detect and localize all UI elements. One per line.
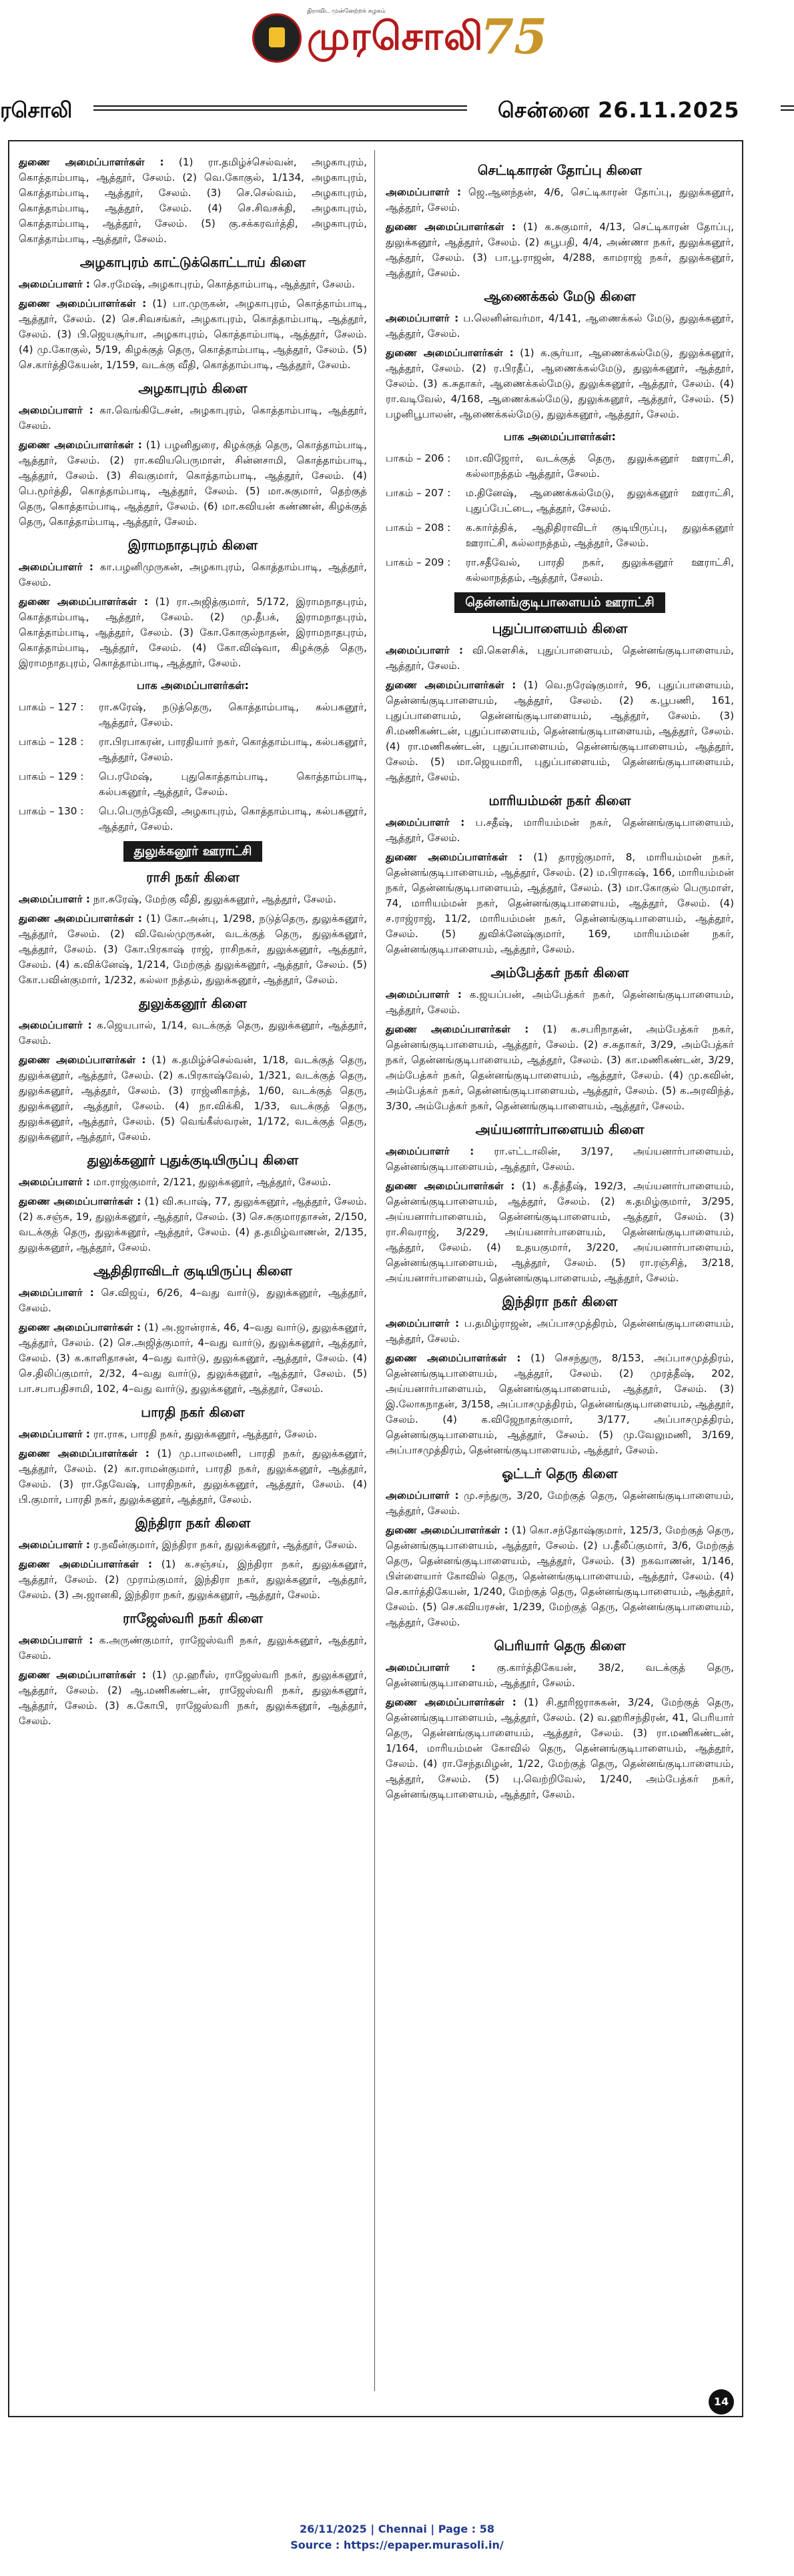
organiser-paragraph bbox=[19, 1285, 367, 1316]
booth-number: பாகம் – 128 : bbox=[19, 736, 84, 748]
role-label: அமைப்பாளர் : bbox=[386, 312, 459, 324]
branch-heading: புதுப்பாளையம் கிளை bbox=[492, 620, 628, 636]
member-list: மு.சந்துரு, 3/20, மேற்குத் தெரு, தென்னங்குடிபாளையம், ஆத்தூர், சேலம். bbox=[386, 1489, 734, 1517]
member-list: (1) பா.முருகன், அழகாபுரம், கொத்தாம்பாடி, ஆத்தூர், சேலம். (2) செ.சிவசங்கர், அழகாபுரம், கொத்தாம்பாடி, ஆத்தூர், சேலம். (3) பி.ஜெயசூர்யா, அழகாபுரம், கொத்தாம்பாடி, ஆத்தூர், சேலம். (4) மு.கோகுல், 5/19, கிழக்குத் தெரு, கொத்தாம்பாடி, ஆத்தூர், சேலம். (5) செ.கார்த்திகேயன், 1/159, வடக்கு வீதி, கொத்தாம்பாடி, ஆத்தூர், சேலம். bbox=[19, 297, 367, 371]
organiser-paragraph bbox=[386, 1144, 734, 1175]
organiser-paragraph bbox=[386, 1022, 734, 1114]
role-label: துணை அமைப்பாளர்கள் : bbox=[19, 1669, 146, 1681]
member-list: ஜெ.ஆனந்தன், 4/6, செட்டிகாரன் தோப்பு, துலுக்கனூர், ஆத்தூர், சேலம். bbox=[386, 186, 734, 213]
organiser-paragraph bbox=[386, 1351, 734, 1458]
organiser-paragraph bbox=[19, 1018, 367, 1049]
role-label: அமைப்பாளர் : bbox=[19, 1287, 94, 1299]
member-list: (1) ரா.தமிழ்ச்செல்வன், அழகாபுரம், கொத்தாம்பாடி, ஆத்தூர், சேலம். (2) வெ.கோகுல், 1/134, அழகாபுரம், கொத்தாம்பாடி, ஆத்தூர், சேலம். (3) செ.செல்வம், அழகாபுரம், கொத்தாம்பாடி, ஆத்தூர், சேலம். (4) செ.சிவசக்தி, அழகாபுரம், கொத்தாம்பாடி, ஆத்தூர், சேலம். (5) கு.சக்கரவர்த்தி, அழகாபுரம், கொத்தாம்பாடி, ஆத்தூர், சேலம். bbox=[19, 156, 368, 245]
branch-heading: மாரியம்மன் நகர் கிளை bbox=[488, 792, 631, 808]
member-list: நா.சுரேஷ், மேற்கு வீதி, துலுக்கனூர், ஆத்தூர், சேலம். bbox=[90, 893, 337, 905]
member-list: (1) மு.பாலமணி, பாரதி நகர், துலுக்கனூர், ஆத்தூர், சேலம். (2) கா.ராமன்குமார், பாரதி நகர், துலுக்கனூர், ஆத்தூர், சேலம். (3) ரா.தேவேஷ், பாரதிநகர், துலுக்கனூர், ஆத்தூர், சேலம். (4) பி.குமார், பாரதி நகர், துலுக்கனூர், ஆத்தூர், சேலம். bbox=[19, 1447, 367, 1505]
masthead-tagline: திராவிட முன்னேற்றக் கழகம் bbox=[307, 8, 386, 15]
member-list: (1) க.சுகுமார், 4/13, செட்டிகாரன் தோப்பு, துலுக்கனூர், ஆத்தூர், சேலம். (2) சுபூபதி, 4/4, அண்ணா நகர், துலுக்கனூர், ஆத்தூர், சேலம். (3) பா.பூ.ராஜன், 4/288, காமராஜ் நகர், துலுக்கனூர், ஆத்தூர், சேலம். bbox=[386, 221, 734, 279]
role-label: அமைப்பாளர் : bbox=[386, 816, 465, 828]
masthead bbox=[0, 0, 794, 73]
branch-heading: அழகாபுரம் கிளை bbox=[138, 380, 248, 396]
branch-heading: அய்யனார்பாளையம் கிளை bbox=[475, 1121, 645, 1137]
member-list: (1) தாரஜ்குமார், 8, மாரியம்மன் நகர், தென்னங்குடிபாளையம், ஆத்தூர், சேலம். (2) ம.பிராகஷ், 166, மாரியம்மன் நகர், தென்னங்குடிபாளையம், ஆத்தூர், சேலம். (3) மா.கோகுல் பெருமாள், 74, மாரியம்மன் நகர், தென்னங்குடிபாளையம், ஆத்தூர், சேலம். (4) ச.ராஜ்ராஜ், 11/2, மாரியம்மன் நகர், தென்னங்குடிபாளையம், ஆத்தூர், சேலம். (5) துவிக்னேஷ்குமார், 169, மாரியம்மன் நகர், தென்னங்குடிபாளையம், ஆத்தூர், சேலம். bbox=[386, 851, 734, 955]
organiser-paragraph bbox=[386, 219, 734, 281]
footer-source-link[interactable]: Source : https://epaper.murasoli.in/ bbox=[290, 2539, 504, 2551]
role-label: அமைப்பாளர் : bbox=[19, 893, 91, 905]
booth-organiser: ரா.சதீவேல், பாரதி நகர், துலுக்கனூர் ஊராட்சி, கல்லாநத்தம், ஆத்தூர், சேலம். bbox=[466, 556, 734, 584]
booth-organiser: ம.தினேஷ், ஆணைக்கல்மேடு, துலுக்கனூர் ஊராட்சி, புதுப்பேட்டை, ஆத்தூர், சேலம். bbox=[466, 487, 734, 514]
role-label: அமைப்பாளர் : bbox=[19, 561, 93, 573]
role-label: துணை அமைப்பாளர்கள் : bbox=[386, 1180, 515, 1192]
member-list: க.ஜயப்பன், அம்பேத்கர் நகர், தென்னங்குடிபாளையம், ஆத்தூர், சேலம். bbox=[386, 989, 735, 1016]
organiser-paragraph bbox=[386, 346, 734, 422]
organiser-paragraph bbox=[19, 1446, 367, 1507]
newspaper-logo[interactable] bbox=[240, 8, 554, 65]
booth-number: பாகம் – 208 : bbox=[386, 522, 451, 534]
branch-heading: அம்பேத்கர் நகர் கிளை bbox=[490, 964, 629, 981]
booth-entry bbox=[386, 520, 734, 551]
branch-heading: ஓட்டர் தெரு கிளை bbox=[502, 1465, 618, 1481]
organiser-paragraph bbox=[386, 1523, 734, 1630]
booth-entry bbox=[19, 700, 367, 730]
member-list: ப.லெனின்வர்மா, 4/141, ஆணைக்கல் மேடு, துலுக்கனூர், ஆத்தூர், சேலம். bbox=[386, 312, 735, 340]
member-list: (1) க.சஞ்சய், இந்திரா நகர், துலுக்கனூர், ஆத்தூர், சேலம். (2) முராம்குமார், இந்திரா நகர், துலுக்கனூர், ஆத்தூர், சேலம். (3) அ.ஜானகி, இந்திரா நகர், துலுக்கனூர், ஆத்தூர், சேலம். bbox=[19, 1558, 367, 1601]
organiser-paragraph bbox=[19, 1537, 367, 1553]
member-list: ர.நவீன்குமார், இந்திரா நகர், துலுக்கனூர், ஆத்தூர், சேலம். bbox=[90, 1539, 358, 1551]
member-list: கு.கார்த்திகேயன், 38/2, வடக்குத் தெரு, தென்னங்குடிபாளையம், ஆத்தூர், சேலம். bbox=[386, 1662, 734, 1689]
branch-heading: ஆதிதிராவிடர் குடியிருப்பு கிளை bbox=[93, 1263, 292, 1279]
column-divider bbox=[374, 150, 375, 2391]
role-label: அமைப்பாளர் : bbox=[19, 1019, 92, 1031]
organiser-paragraph bbox=[386, 987, 734, 1018]
role-label: துணை அமைப்பாளர்கள் : bbox=[386, 1524, 508, 1536]
booth-number: பாகம் – 209 : bbox=[386, 556, 451, 568]
role-label: அமைப்பாளர் : bbox=[19, 404, 93, 416]
member-list: (1) சி.தூரிஜராசுகன், 3/24, மேற்குத் தெரு, தென்னங்குடிபாளையம், ஆத்தூர், சேலம். (2) வ.ஹரிசந்திரன், 41, பெரியார் தெரு, தென்னங்குடிபாளையம், ஆத்தூர், சேலம். (3) ரா.மணிகண்டன், 1/164, மாரியம்மன் கோவில் தெரு, தென்னங்குடிபாளையம், ஆத்தூர், சேலம். (4) ரா.சேந்தமிழன், 1/22, மேற்குத் தெரு, தென்னங்குடிபாளையம், ஆத்தூர், சேலம். (5) பு.வெற்றிவேல், 1/240, அம்பேத்கர் நகர், தென்னங்குடிபாளையம், ஆத்தூர், சேலம். bbox=[386, 1696, 734, 1800]
member-list: (1) கொ.சந்தோஷ்குமார், 125/3, மேற்குத் தெரு, தென்னங்குடிபாளையம், ஆத்தூர், சேலம். (2) ப.தீலீப்குமார், 3/6, மேற்குத் தெரு, தென்னங்குடிபாளையம், ஆத்தூர், சேலம். (3) நகவாணன், 1/146, பிள்ளையார் கோவில் தெரு, தென்னங்குடிபாளையம், ஆத்தூர், சேலம். (4) செ.கார்த்திகேயன், 1/240, மேற்குத் தெரு, தென்னங்குடிபாளையம், ஆத்தூர், சேலம். (5) செ.கவியரசன், 1/239, மேற்குத் தெரு, தென்னங்குடிபாளையம், ஆத்தூர், சேலம். bbox=[386, 1524, 734, 1628]
organiser-paragraph bbox=[19, 438, 367, 530]
member-list: வி.கௌசிக், புதுப்பாளையம், தென்னங்குடிபாளையம், ஆத்தூர், சேலம். bbox=[386, 644, 734, 672]
role-label: அமைப்பாளர் : bbox=[386, 186, 462, 198]
organiser-paragraph bbox=[386, 815, 734, 846]
booth-entry bbox=[19, 734, 367, 765]
member-list: செ.ரமேஷ், அழகாபுரம், கொத்தாம்பாடி, ஆத்தூர், சேலம். bbox=[90, 278, 356, 290]
footer-date-line: 26/11/2025 | Chennai | Page : 58 bbox=[300, 2523, 494, 2535]
role-label: அமைப்பாளர் : bbox=[386, 1145, 474, 1157]
organiser-paragraph bbox=[19, 1633, 367, 1664]
branch-heading: ஆணைக்கல் மேடு கிளை bbox=[484, 288, 636, 304]
organiser-paragraph bbox=[386, 678, 734, 785]
member-list: (1) அ.ஜான்ராக், 46, 4–வது வார்டு, துலுக்கனூர், ஆத்தூர், சேலம். (2) செ.அஜித்குமார், 4–வது வார்டு, துலுக்கனூர், ஆத்தூர், சேலம். (3) க.காளிதாசன், 4–வது வார்டு, துலுக்கனூர், ஆத்தூர், சேலம். (4) செ.திலிப்குமார், 2/32, 4–வது வார்டு, துலுக்கனூர், ஆத்தூர், சேலம். (5) பா.சபாபதிசாமி, 102, 4–வது வார்டு, துலுக்கனூர், ஆத்தூர், சேலம். bbox=[19, 1321, 367, 1395]
organiser-paragraph bbox=[19, 911, 367, 988]
role-label: அமைப்பாளர் : bbox=[386, 1489, 459, 1501]
member-list: கா.வெங்கிடேசன், அழகாபுரம், கொத்தாம்பாடி, ஆத்தூர், சேலம். bbox=[19, 404, 367, 432]
role-label: அமைப்பாளர் : bbox=[386, 644, 464, 656]
organiser-paragraph bbox=[386, 1488, 734, 1519]
rule-divider bbox=[781, 105, 794, 111]
role-label: துணை அமைப்பாளர்கள் : bbox=[386, 1352, 521, 1364]
page-number-badge: 14 bbox=[709, 2389, 734, 2415]
booth-number: பாகம் – 130 : bbox=[19, 805, 84, 817]
branch-heading: இந்திரா நகர் கிளை bbox=[135, 1515, 251, 1531]
role-label: துணை அமைப்பாளர்கள் : bbox=[19, 156, 164, 168]
organiser-paragraph bbox=[19, 403, 367, 434]
organiser-paragraph bbox=[19, 560, 367, 590]
organiser-paragraph bbox=[386, 311, 734, 342]
member-list: (1) வி.சுபாஷ், 77, துலுக்கனூர், ஆத்தூர், சேலம். (2) க.சஞ்சு, 19, துலுக்கனூர், ஆத்தூர், சேலம். (3) செ.சுகுமாரதாசன், 2/150, வடக்குத் தெரு, துலுக்கனூர், ஆத்தூர், சேலம். (4) த.தமிழ்வாணன், 2/135, துலுக்கனூர், ஆத்தூர், சேலம். bbox=[19, 1195, 368, 1253]
role-label: துணை அமைப்பாளர்கள் : bbox=[386, 1696, 516, 1708]
paper-name: ரசொலி bbox=[0, 97, 73, 123]
booth-number: பாகம் – 127 : bbox=[19, 701, 84, 713]
member-list: ரா.ராக, பாரதி நகர், துலுக்கனூர், ஆத்தூர், சேலம். bbox=[90, 1428, 318, 1440]
branch-heading: இந்திரா நகர் கிளை bbox=[502, 1293, 618, 1309]
booth-organiser: மா.விஜோர், வடக்குத் தெரு, துலுக்கனூர் ஊராட்சி, கல்லாநத்தம் ஆத்தூர், சேலம். bbox=[466, 452, 734, 480]
member-list: கா.பழனிமுருகன், அழகாபுரம், கொத்தாம்பாடி, ஆத்தூர், சேலம். bbox=[19, 561, 367, 588]
dateline bbox=[0, 93, 794, 127]
organiser-paragraph bbox=[386, 1179, 734, 1286]
member-list: (1) க.தீத்தீஷ், 192/3, அய்யனார்பாளையம், தென்னங்குடிபாளையம், ஆத்தூர், சேலம். (2) க.தமிழ்குமார், 3/295, அய்யனார்பாளையம், தென்னங்குடிபாளையம், ஆத்தூர், சேலம். (3) ரா.சிவராஜ், 3/229, அய்யனார்பாளையம், தென்னங்குடிபாளையம், ஆத்தூர், சேலம். (4) உதயகுமார், 3/220, அய்யனார்பாளையம், தென்னங்குடிபாளையம், ஆத்தூர், சேலம். (5) ரா.ரஞ்சித், 3/218, அய்யனார்பாளையம், தென்னங்குடிபாளையம், ஆத்தூர், சேலம். bbox=[386, 1180, 734, 1284]
member-list: (1) க.சூர்யா, ஆணைக்கல்மேடு, துலுக்கனூர், ஆத்தூர், சேலம். (2) ர.பிரதீப், ஆணைக்கல்மேடு, துலுக்கனூர், ஆத்தூர், சேலம். (3) க.சுதாகர், ஆணைக்கல்மேடு, துலுக்கனூர், ஆத்தூர், சேலம். (4) ரா.வடிவேல், 4/168, ஆணைக்கல்மேடு, துலுக்கனூர், ஆத்தூர், சேலம். (5) பழனிபூபாலன், ஆணைக்கல்மேடு, துலுக்கனூர், ஆத்தூர், சேலம். bbox=[386, 347, 734, 420]
organiser-paragraph bbox=[19, 1053, 367, 1145]
member-list: (1) க.சபரிநாதன், அம்பேத்கர் நகர், தென்னங்குடிபாளையம், ஆத்தூர், சேலம். (2) ச.சுதாகர், 3/29, அம்பேத்கர் நகர், தென்னங்குடிபாளையம், ஆத்தூர், சேலம். (3) கா.மணிகண்டன், 3/29, அம்பேத்கர் நகர், தென்னங்குடிபாளையம், ஆத்தூர், சேலம். (4) மு.கவின், அம்பேத்கர் நகர், தென்னங்குடிபாளையம், ஆத்தூர், சேலம். (5) க.அரவிந்த், 3/30, அம்பேத்கர் நகர், தென்னங்குடிபாளையம், ஆத்தூர், சேலம். bbox=[386, 1023, 734, 1112]
role-label: அமைப்பாளர் : bbox=[386, 989, 462, 1001]
organiser-paragraph bbox=[19, 1427, 367, 1442]
member-list: ப.சதீஷ், மாரியம்மன் நகர், தென்னங்குடிபாளையம், ஆத்தூர், சேலம். bbox=[386, 816, 734, 844]
panchayat-banner bbox=[19, 841, 367, 862]
branch-heading: பெரியார் தெரு கிளை bbox=[494, 1638, 626, 1654]
role-label: அமைப்பாளர் : bbox=[19, 1428, 91, 1440]
branch-heading: ராசி நகர் கிளை bbox=[146, 869, 240, 885]
booth-number: பாகம் – 129 : bbox=[19, 770, 84, 782]
role-label: துணை அமைப்பாளர்கள் : bbox=[386, 221, 516, 233]
role-label: அமைப்பாளர் : bbox=[19, 278, 91, 290]
booth-organiser: பெ.ரமேஷ், புதுகொத்தாம்பாடி, கொத்தாம்பாடி, கல்பகனூர், ஆத்தூர், சேலம். bbox=[99, 770, 367, 798]
booth-organiser: க.கார்த்திக், ஆதிதிராவிடர் குடியிருப்பு, துலுக்கனூர் ஊராட்சி, கல்லாநத்தம், ஆத்தூர், சேலம். bbox=[466, 522, 734, 549]
member-list: ரா.எட்டாலின், 3/197, அய்யனார்பாளையம், தென்னங்குடிபாளையம், ஆத்தூர், சேலம். bbox=[386, 1145, 735, 1173]
role-label: துணை அமைப்பாளர்கள் : bbox=[19, 912, 142, 924]
panchayat-banner bbox=[386, 592, 734, 613]
branch-heading: அழகாபுரம் காட்டுக்கொட்டாய் கிளை bbox=[79, 254, 306, 270]
member-list: (1) வெ.நரேஷ்குமார், 96, புதுப்பாளையம், தென்னங்குடிபாளையம், ஆத்தூர், சேலம். (2) க.பூபணி, 161, புதுப்பாளையம், தென்னங்குடிபாளையம், ஆத்தூர், சேலம். (3) சி.மணிகண்டன், புதுப்பாளையம், தென்னங்குடிபாளையம், ஆத்தூர், சேலம். (4) ரா.மணிகண்டன், புதுப்பாளையம், தென்னங்குடிபாளையம், ஆத்தூர், சேலம். (5) மா.ஜெயமாரி, புதுப்பாளையம், தென்னங்குடிபாளையம், ஆத்தூர், சேலம். bbox=[386, 679, 734, 783]
role-label: துணை அமைப்பாளர்கள் : bbox=[19, 1447, 149, 1459]
member-list: (1) பழனிதுரை, கிழக்குத் தெரு, கொத்தாம்பாடி, ஆத்தூர், சேலம். (2) ரா.கவியபெருமாள், சின்னசாமி, கொத்தாம்பாடி, ஆத்தூர், சேலம். (3) சிவகுமார், கொத்தாம்பாடி, ஆத்தூர், சேலம். (4) பெ.மூர்த்தி, கொத்தாம்பாடி, ஆத்தூர், சேலம். (5) மா.சுகுமார், தெற்குத் தெரு, கொத்தாம்பாடி, ஆத்தூர், சேலம். (6) மா.கவியன் கண்ணன், கிழக்குத் தெரு, கொத்தாம்பாடி, ஆத்தூர், சேலம். bbox=[19, 439, 367, 528]
organiser-paragraph bbox=[386, 1316, 734, 1347]
page-footer bbox=[0, 2521, 794, 2553]
branch-heading: ராஜேஸ்வரி நகர் கிளை bbox=[122, 1610, 264, 1626]
member-list: மா.ராஜ்குமார், 2/121, துலுக்கனூர், ஆத்தூர், சேலம். bbox=[90, 1176, 332, 1188]
organiser-paragraph bbox=[19, 1175, 367, 1190]
booth-organiser: ரா.சுரேஷ், நடுத்தெரு, கொத்தாம்பாடி, கல்பகனூர், ஆத்தூர், சேலம். bbox=[99, 701, 367, 728]
organiser-paragraph bbox=[386, 643, 734, 674]
panchayat-banner-label: தென்னங்குடிபாளையம் ஊராட்சி bbox=[454, 592, 665, 613]
role-label: துணை அமைப்பாளர்கள் : bbox=[386, 679, 516, 691]
rule-divider bbox=[93, 105, 467, 111]
role-label: துணை அமைப்பாளர்கள் : bbox=[386, 851, 523, 863]
member-list: க.அருண்குமார், ராஜேஸ்வரி நகர், துலுக்கனூர், ஆத்தூர், சேலம். bbox=[19, 1634, 367, 1662]
role-label: துணை அமைப்பாளர்கள் : bbox=[19, 1195, 141, 1207]
role-label: துணை அமைப்பாளர்கள் : bbox=[19, 439, 142, 451]
organiser-paragraph bbox=[19, 296, 367, 373]
role-label: துணை அமைப்பாளர்கள் : bbox=[386, 1023, 529, 1035]
role-label: அமைப்பாளர் : bbox=[386, 1662, 476, 1674]
organiser-paragraph bbox=[19, 1320, 367, 1397]
organiser-paragraph bbox=[19, 277, 367, 292]
section-subheading: பாக அமைப்பாளர்கள்: bbox=[137, 679, 249, 692]
organiser-paragraph bbox=[19, 1668, 367, 1729]
branch-heading: பாரதி நகர் கிளை bbox=[141, 1404, 245, 1420]
role-label: துணை அமைப்பாளர்கள் : bbox=[19, 297, 147, 309]
right-column bbox=[386, 155, 734, 1806]
organiser-paragraph bbox=[19, 1194, 367, 1255]
member-list: (1) மு.ஹரீஸ், ராஜேஸ்வரி நகர், துலுக்கனூர், ஆத்தூர், சேலம். (2) ஆ.மணிகண்டன், ராஜேஸ்வரி நகர், துலுக்கனூர், ஆத்தூர், சேலம். (3) க.கோபி, ராஜேஸ்வரி நகர், துலுக்கனூர், ஆத்தூர், சேலம். bbox=[19, 1669, 367, 1727]
booth-number: பாகம் – 206 : bbox=[386, 452, 451, 464]
role-label: துணை அமைப்பாளர்கள் : bbox=[19, 596, 149, 608]
role-label: அமைப்பாளர் : bbox=[19, 1634, 93, 1646]
organiser-paragraph bbox=[19, 594, 367, 671]
organiser-paragraph bbox=[386, 850, 734, 957]
booth-entry bbox=[19, 804, 367, 834]
booth-entry bbox=[386, 451, 734, 482]
member-list: (1) செசந்துரு, 8/153, அப்பாசமுத்திரம், தென்னங்குடிபாளையம், ஆத்தூர், சேலம். (2) முரத்தீஷ், 202, அய்யனார்பாளையம், தென்னங்குடிபாளையம், ஆத்தூர், சேலம். (3) இ.லோகநாதன், 3/158, அப்பாசமுத்திரம், தென்னங்குடிபாளையம், ஆத்தூர், சேலம். (4) க.விஜேநாதர்குமார், 3/177, அப்பாசமுத்திரம், தென்னங்குடிபாளையம், ஆத்தூர், சேலம். (5) மு.வேலுமணி, 3/169, அப்பாசமுத்திரம், தென்னங்குடிபாளையம், ஆத்தூர், சேலம். bbox=[386, 1352, 734, 1456]
booth-organiser: ரா.பிரபாகரன், பாரதியார் நகர், கொத்தாம்பாடி, கல்பகனூர், ஆத்தூர், சேலம். bbox=[99, 736, 367, 763]
booth-entry bbox=[386, 486, 734, 516]
role-label: அமைப்பாளர் : bbox=[19, 1176, 91, 1188]
role-label: அமைப்பாளர் : bbox=[19, 1539, 91, 1551]
organiser-paragraph bbox=[19, 892, 367, 907]
city-date: சென்னை 26.11.2025 bbox=[498, 97, 740, 123]
role-label: துணை அமைப்பாளர்கள் : bbox=[19, 1558, 153, 1570]
role-label: துணை அமைப்பாளர்கள் : bbox=[19, 1054, 146, 1066]
masthead-brand: முரசொலி bbox=[307, 13, 484, 59]
role-label: துணை அமைப்பாளர்கள் : bbox=[386, 347, 514, 359]
booth-number: பாகம் – 207 : bbox=[386, 487, 451, 499]
founder-portrait-icon bbox=[252, 13, 302, 63]
branch-heading: துலுக்கனூர் கிளை bbox=[139, 995, 247, 1011]
branch-heading: செட்டிகாரன் தோப்பு கிளை bbox=[477, 162, 643, 178]
booth-organiser: பெ.பெருந்தேவி, அழகாபுரம், கொத்தாம்பாடி, கல்பகனூர், ஆத்தூர், சேலம். bbox=[99, 805, 367, 832]
panchayat-banner-label: துலுக்கனூர் ஊராட்சி bbox=[123, 841, 263, 862]
member-list: ப.தமிழ்ராஜன், அப்பாசமுத்திரம், தென்னங்குடிபாளையம், ஆத்தூர், சேலம். bbox=[386, 1317, 735, 1345]
organiser-paragraph bbox=[386, 1695, 734, 1802]
branch-heading: இராமநாதபுரம் கிளை bbox=[127, 537, 258, 553]
member-list: செ.விஜய், 6/26, 4–வது வார்டு, துலுக்கனூர், ஆத்தூர், சேலம். bbox=[19, 1287, 367, 1314]
role-label: அமைப்பாளர் : bbox=[386, 1317, 460, 1329]
member-list: (1) க.தமிழ்ச்செல்வன், 1/18, வடக்குத் தெரு, துலுக்கனூர், ஆத்தூர், சேலம். (2) க.பிரகாஷ்வேல், 1/321, வடக்குத் தெரு, துலுக்கனூர், ஆத்தூர், சேலம். (3) ராஜ்னிகாந்த், 1/60, வடக்குத் தெரு, துலுக்கனூர், ஆத்தூர், சேலம். (4) நா.விக்கி, 1/33, வடக்குத் தெரு, துலுக்கனூர், ஆத்தூர், சேலம். (5) வெங்கீஸ்வரன், 1/172, வடக்குத் தெரு, துலுக்கனூர், ஆத்தூர், சேலம். bbox=[19, 1054, 367, 1143]
anniversary-mark: 75 bbox=[480, 8, 548, 65]
role-label: துணை அமைப்பாளர்கள் : bbox=[19, 1321, 141, 1333]
member-list: (1) கோ.அன்பு, 1/298, நடுத்தெரு, துலுக்கனூர், ஆத்தூர், சேலம். (2) வி.வேல்முருகன், வடக்குத் தெரு, துலுக்கனூர், ஆத்தூர், சேலம். (3) கோ.பிரகாஷ் ராஜ், ராசிநகர், துலுக்கனூர், ஆத்தூர், சேலம். (4) க.விக்னேஷ், 1/214, மேற்குத் துலுக்கனூர், ஆத்தூர், சேலம். (5) கோ.பவின்குமார், 1/232, கல்லா நத்தம், துலுக்கனூர், ஆத்தூர், சேலம். bbox=[19, 912, 367, 986]
section-subheading: பாக அமைப்பாளர்கள்: bbox=[504, 430, 616, 443]
booth-entry bbox=[386, 555, 734, 586]
member-list: க.ஜெயபால், 1/14, வடக்குத் தெரு, துலுக்கனூர், ஆத்தூர், சேலம். bbox=[19, 1019, 367, 1047]
organiser-paragraph bbox=[19, 1557, 367, 1603]
left-column bbox=[19, 155, 367, 1733]
organiser-paragraph bbox=[386, 1660, 734, 1691]
organiser-paragraph bbox=[19, 155, 367, 247]
branch-heading: துலுக்கனூர் புதுக்குடியிருப்பு கிளை bbox=[87, 1152, 299, 1168]
member-list: (1) ரா.அஜித்குமார், 5/172, இராமநாதபுரம், கொத்தாம்பாடி, ஆத்தூர், சேலம். (2) மு.தீபக், இராமநாதபுரம், கொத்தாம்பாடி, ஆத்தூர், சேலம். (3) கோ.கோகுல்நாதன், இராமநாதபுரம், கொத்தாம்பாடி, ஆத்தூர், சேலம். (4) கோ.விஷ்வா, கிழக்குத் தெரு, இராமநாதபுரம், கொத்தாம்பாடி, ஆத்தூர், சேலம். bbox=[19, 596, 368, 669]
organiser-paragraph bbox=[386, 185, 734, 215]
booth-entry bbox=[19, 769, 367, 800]
